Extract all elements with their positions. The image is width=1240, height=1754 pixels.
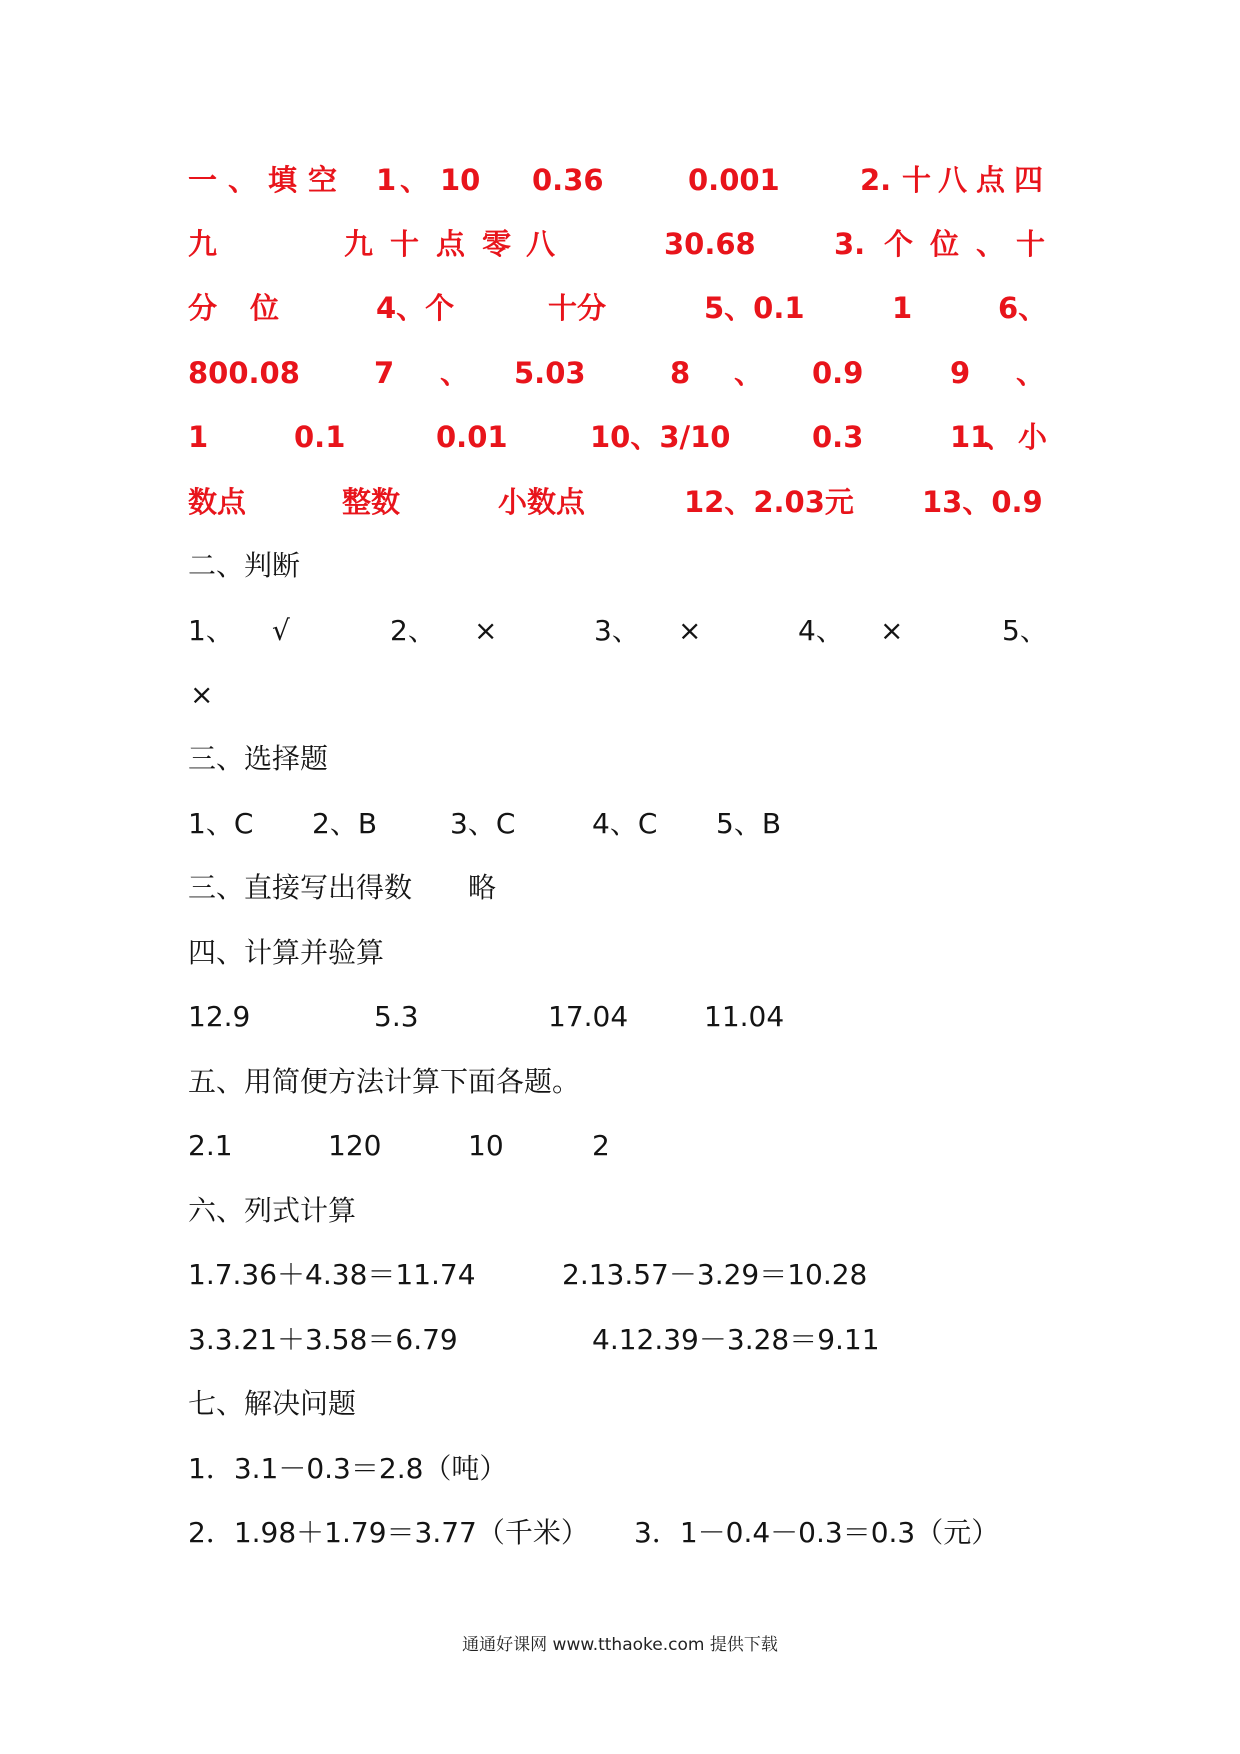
heading-text: 三、直接写出得数 — [188, 871, 413, 904]
text-segment: 3. — [834, 227, 866, 261]
text-segment: 位 — [930, 227, 960, 261]
text-segment: 13、0.9 — [922, 485, 1043, 519]
text-segment: 、 — [440, 356, 470, 390]
text-segment: 、 — [976, 227, 1006, 261]
text-segment: 10、3/10 — [590, 420, 731, 454]
cross-mark: × — [678, 614, 702, 647]
text-segment: 1.7.36＋4.38＝11.74 — [188, 1258, 476, 1291]
text-segment: 零 — [482, 227, 512, 261]
text-segment: 4、个 — [376, 291, 455, 325]
text-segment: 2 — [592, 1129, 610, 1162]
text-segment: 5、B — [716, 807, 782, 840]
text-segment: 十 — [902, 163, 932, 197]
fill-blank-row-4 — [0, 355, 1240, 421]
heading-text: 七、解决问题 — [188, 1387, 357, 1420]
fill-blank-row-2 — [0, 226, 1240, 292]
text-segment: 1 — [892, 291, 913, 325]
footer-credit: 通通好课网 www.tthaoke.com 提供下载 — [462, 1635, 778, 1655]
text-segment: 0.1 — [294, 420, 346, 454]
text-segment: 分 — [188, 291, 218, 325]
text-segment: 5、 — [1002, 614, 1048, 647]
text-segment: 数点 — [188, 485, 247, 519]
text-segment: 4、C — [592, 807, 658, 840]
text-segment: 空 — [308, 163, 338, 197]
text-segment: 、 — [1016, 356, 1046, 390]
text-segment: 2. — [860, 163, 892, 197]
text-segment: 整数 — [342, 485, 401, 519]
text-segment: 3、C — [450, 807, 516, 840]
section-heading-judgement — [0, 548, 1240, 614]
text-segment: 0.9 — [812, 356, 864, 390]
text-segment: 2、 — [390, 614, 436, 647]
text-segment: 、 — [228, 163, 258, 197]
text-segment: 一 — [188, 163, 218, 197]
text-segment: 30.68 — [664, 227, 756, 261]
text-segment: 、 — [400, 163, 430, 197]
heading-text: 二、判断 — [188, 549, 301, 582]
section-heading-calc — [0, 935, 1240, 1001]
section-heading-simple — [0, 1064, 1240, 1130]
text-segment: 4.12.39－3.28＝9.11 — [592, 1323, 880, 1356]
text-segment: 17.04 — [548, 1000, 629, 1033]
section-heading-problems — [0, 1386, 1240, 1452]
heading-text: 四、计算并验算 — [188, 936, 385, 969]
text-segment: 2、B — [312, 807, 378, 840]
text-segment: 1、 — [188, 614, 234, 647]
cross-mark: × — [190, 678, 214, 711]
text-segment: 四 — [1014, 163, 1044, 197]
judgement-row-2 — [0, 677, 1240, 743]
text-segment: 3、 — [594, 614, 640, 647]
text-segment: 6、 — [998, 291, 1048, 325]
text-segment: 7 — [374, 356, 395, 390]
text-segment: 2.13.57－3.29＝10.28 — [562, 1258, 868, 1291]
text-segment: 3．1－0.4－0.3＝0.3（元） — [634, 1516, 1000, 1549]
cross-mark: × — [474, 614, 498, 647]
text-segment: 11.04 — [704, 1000, 785, 1033]
text-segment: 小数点 — [498, 485, 586, 519]
text-segment: 5.3 — [374, 1000, 419, 1033]
text-segment: 800.08 — [188, 356, 300, 390]
text-segment: 略 — [468, 871, 497, 904]
text-segment: 12、2.03元 — [684, 485, 854, 519]
text-segment: 0.001 — [688, 163, 780, 197]
text-segment: 九 — [344, 227, 374, 261]
text-segment: 小 — [1018, 420, 1048, 454]
fill-blank-row-3 — [0, 290, 1240, 356]
text-segment: 2．1.98＋1.79＝3.77（千米） — [188, 1516, 589, 1549]
cross-mark: × — [880, 614, 904, 647]
choice-answers — [0, 806, 1240, 872]
text-segment: 、 — [734, 356, 764, 390]
text-segment: 10 — [440, 163, 481, 197]
section-heading-choice — [0, 741, 1240, 807]
text-segment: 点 — [976, 163, 1006, 197]
text-segment: 1．3.1－0.3＝2.8（吨） — [188, 1452, 508, 1485]
fill-blank-row-5 — [0, 419, 1240, 485]
problem-row-2 — [0, 1515, 1240, 1581]
text-segment: 十分 — [548, 291, 607, 325]
section-heading-direct — [0, 870, 1240, 936]
text-segment: 点 — [436, 227, 466, 261]
equation-row-2 — [0, 1322, 1240, 1388]
text-segment: 5、0.1 — [704, 291, 805, 325]
text-segment: 0.01 — [436, 420, 508, 454]
text-segment: 、 — [984, 420, 1014, 454]
fill-blank-row-6 — [0, 484, 1240, 550]
text-segment: 5.03 — [514, 356, 586, 390]
text-segment: 4、 — [798, 614, 844, 647]
section-heading-equation — [0, 1193, 1240, 1259]
text-segment: 3.3.21＋3.58＝6.79 — [188, 1323, 458, 1356]
text-segment: 10 — [468, 1129, 504, 1162]
check-mark: √ — [272, 614, 290, 647]
text-segment: 十 — [1016, 227, 1046, 261]
fill-blank-row-1 — [0, 162, 1240, 228]
text-segment: 0.3 — [812, 420, 864, 454]
equation-row-1 — [0, 1257, 1240, 1323]
text-segment: 个 — [884, 227, 914, 261]
text-segment: 八 — [526, 227, 556, 261]
text-segment: 2.1 — [188, 1129, 233, 1162]
heading-text: 五、用简便方法计算下面各题。 — [188, 1065, 581, 1098]
heading-text: 三、选择题 — [188, 742, 329, 775]
text-segment: 120 — [328, 1129, 382, 1162]
text-segment: 1 — [376, 163, 397, 197]
calc-answers — [0, 999, 1240, 1065]
text-segment: 11 — [950, 420, 991, 454]
text-segment: 12.9 — [188, 1000, 251, 1033]
problem-row-1 — [0, 1451, 1240, 1517]
heading-text: 六、列式计算 — [188, 1194, 357, 1227]
text-segment: 8 — [670, 356, 691, 390]
simple-answers — [0, 1128, 1240, 1194]
text-segment: 位 — [250, 291, 280, 325]
text-segment: 1、C — [188, 807, 254, 840]
text-segment: 0.36 — [532, 163, 604, 197]
text-segment: 八 — [938, 163, 968, 197]
text-segment: 1 — [188, 420, 209, 454]
text-segment: 十 — [390, 227, 420, 261]
judgement-row-1 — [0, 613, 1240, 679]
text-segment: 九 — [188, 227, 218, 261]
text-segment: 9 — [950, 356, 971, 390]
text-segment: 填 — [268, 163, 298, 197]
